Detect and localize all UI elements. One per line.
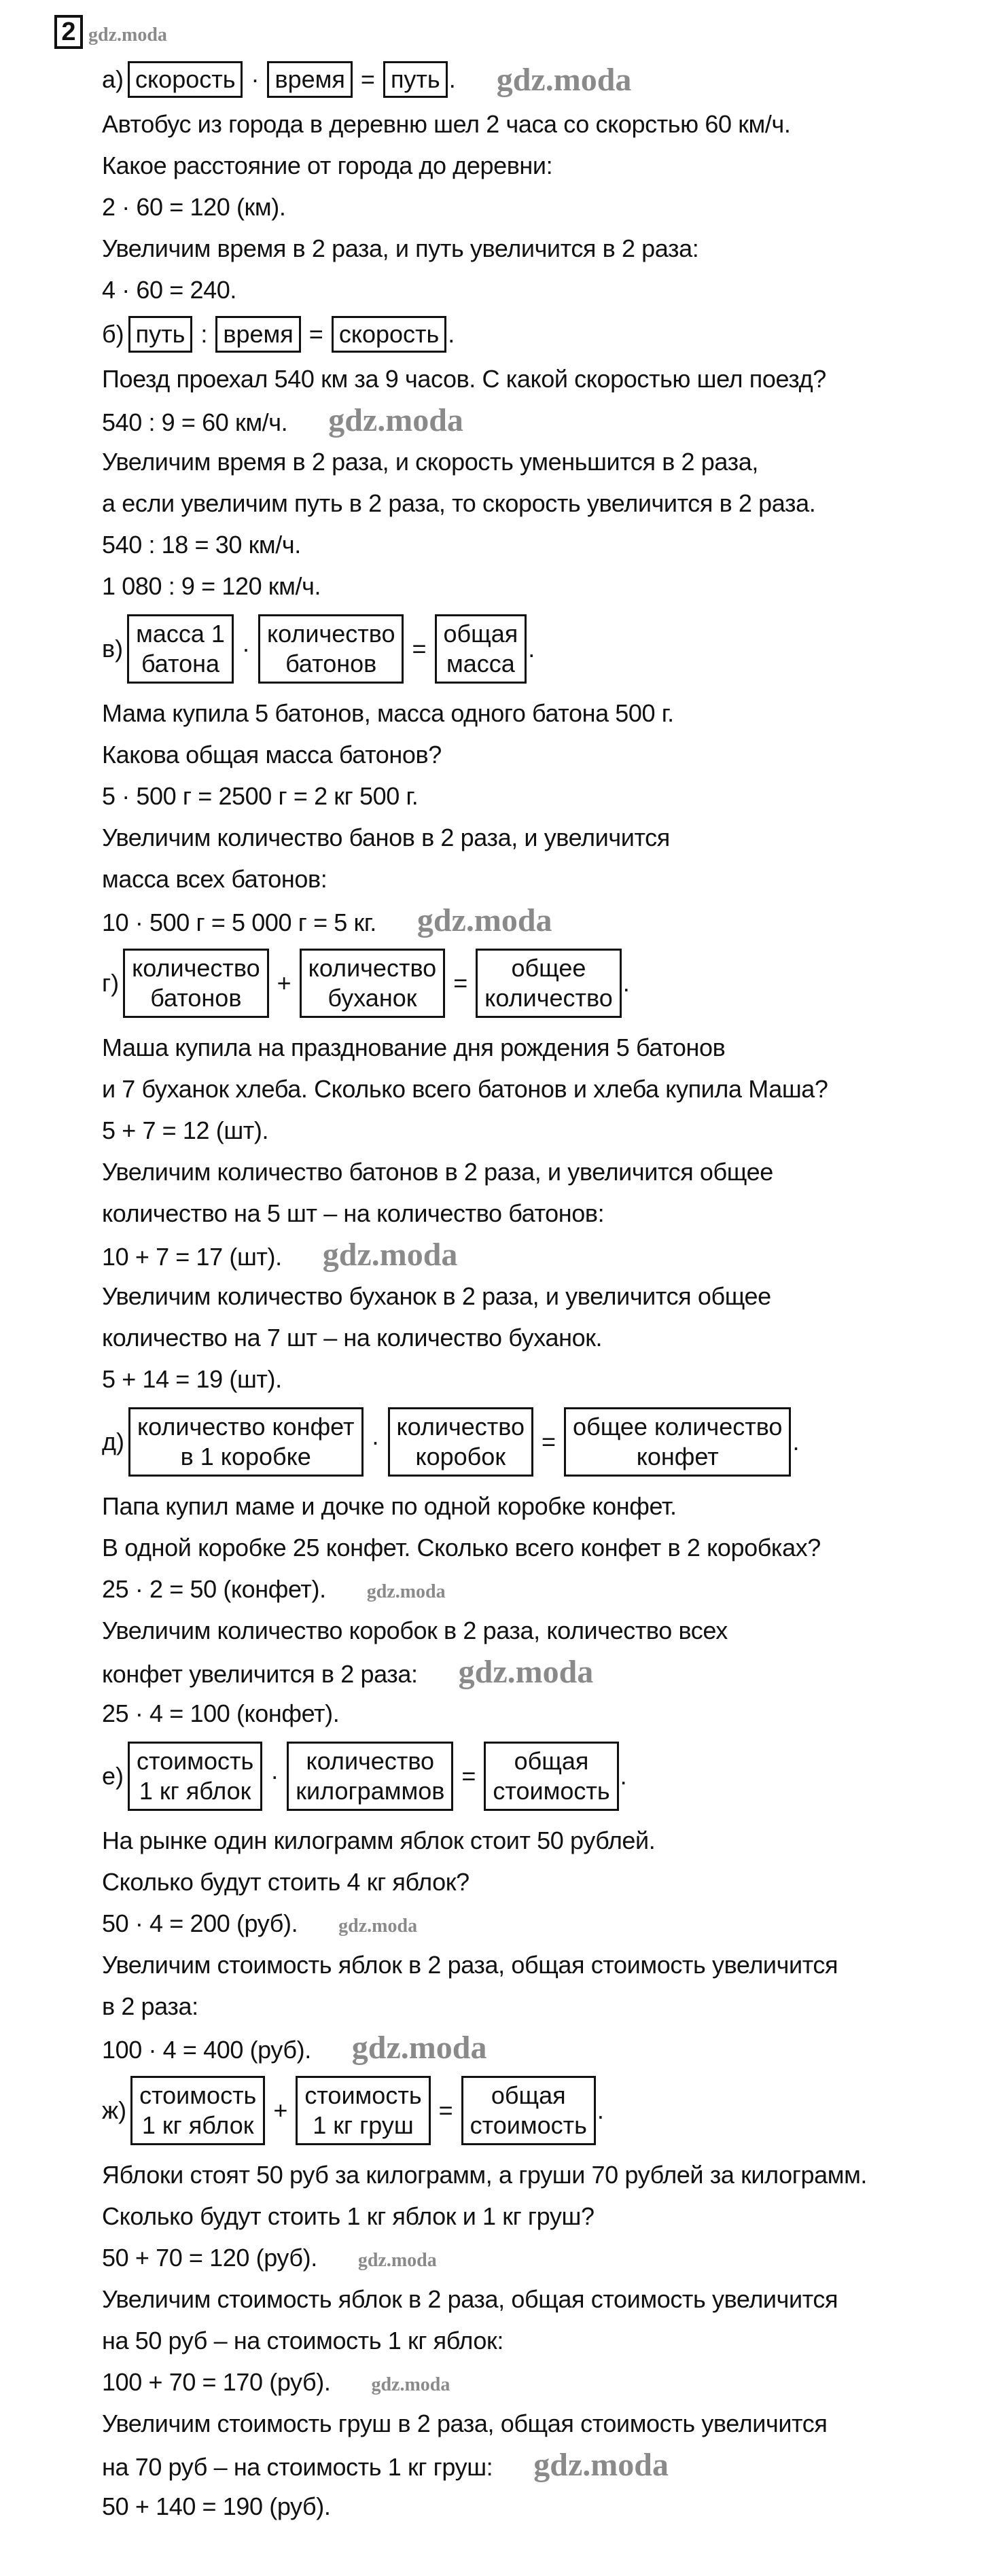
section-3 <box>102 945 972 1400</box>
text-line-content: Какова общая масса батонов? <box>102 741 442 769</box>
text-line-content: Увеличим время в 2 раза, и скорость уменьшится в 2 раза, <box>102 448 758 476</box>
formula-operator: + <box>277 969 291 997</box>
text-line <box>102 2027 972 2068</box>
text-line <box>102 565 972 607</box>
formula-label: е) <box>102 1762 124 1790</box>
text-line-content: 540 : 9 = 60 км/ч. <box>102 408 288 436</box>
section-1 <box>102 313 972 607</box>
text-line-content: Увеличим стоимость груш в 2 раза, общая стоимость увеличится <box>102 2410 828 2437</box>
text-line-content: 25 · 2 = 50 (конфет). <box>102 1575 326 1603</box>
text-line <box>102 145 972 186</box>
formula-row <box>102 2072 972 2149</box>
formula-box: стоимость 1 кг яблок <box>130 2076 265 2145</box>
formula-box: количество конфет в 1 коробке <box>128 1407 364 1477</box>
formula-box: общая стоимость <box>484 1742 618 1811</box>
text-line <box>102 482 972 524</box>
formula-end: . <box>622 969 630 997</box>
text-line-content: в 2 раза: <box>102 1992 198 2020</box>
formula-end: . <box>528 635 535 663</box>
watermark-logo: gdz.moda <box>88 24 167 46</box>
text-line-content: 5 · 500 г = 2500 г = 2 кг 500 г. <box>102 782 419 810</box>
text-line-content: 25 · 4 = 100 (конфет). <box>102 1699 340 1727</box>
text-line-content: 100 + 70 = 170 (руб). <box>102 2368 331 2396</box>
watermark-logo: gdz.moda <box>322 1237 458 1273</box>
formula-box: стоимость 1 кг яблок <box>128 1742 262 1811</box>
watermark-logo: gdz.moda <box>371 2374 450 2395</box>
text-line-content: 5 + 14 = 19 (шт). <box>102 1365 282 1393</box>
text-line <box>102 358 972 400</box>
text-line-content: 10 · 500 г = 5 000 г = 5 кг. <box>102 908 376 936</box>
formula-end: . <box>620 1762 627 1790</box>
formula-operator: · <box>371 1428 380 1455</box>
formula-row <box>102 1404 972 1480</box>
formula-operator: = <box>542 1428 556 1455</box>
text-line-content: на 50 руб – на стоимость 1 кг яблок: <box>102 2327 503 2354</box>
text-line-content: на 70 руб – на стоимость 1 кг груш: <box>102 2453 493 2481</box>
text-line-content: 50 + 140 = 190 (руб). <box>102 2492 331 2520</box>
watermark-logo: gdz.moda <box>533 2447 669 2483</box>
formula-box: путь <box>383 61 448 98</box>
formula-box: количество батонов <box>258 614 404 684</box>
formula-end: . <box>597 2096 604 2124</box>
text-line-content: Увеличим количество банов в 2 раза, и увеличится <box>102 824 670 851</box>
text-line <box>102 2237 972 2278</box>
formula-row <box>102 611 972 687</box>
formula-operator: = <box>412 635 427 663</box>
formula-row <box>102 58 972 101</box>
text-line <box>102 228 972 269</box>
text-line-content: количество на 5 шт – на количество батонов: <box>102 1199 605 1227</box>
formula-operator: = <box>308 320 323 348</box>
text-line-content: 5 + 7 = 12 (шт). <box>102 1116 269 1144</box>
text-line <box>102 2154 972 2195</box>
text-line <box>102 1110 972 1151</box>
text-line <box>102 858 972 900</box>
text-line-content: 540 : 18 = 30 км/ч. <box>102 531 301 559</box>
text-line-content: и 7 буханок хлеба. Сколько всего батонов и хлеба купила Маша? <box>102 1075 828 1103</box>
text-line <box>102 1861 972 1903</box>
formula-box: масса 1 батона <box>127 614 234 684</box>
text-line <box>102 1193 972 1234</box>
text-line <box>102 775 972 817</box>
text-line-content: Увеличим стоимость яблок в 2 раза, общая стоимость увеличится <box>102 1951 838 1979</box>
text-line-content: 1 080 : 9 = 120 км/ч. <box>102 572 321 600</box>
formula-box: путь <box>128 316 193 353</box>
formula-end: . <box>448 65 456 93</box>
text-line <box>102 524 972 565</box>
text-line-content: а если увеличим путь в 2 раза, то скорость увеличится в 2 раза. <box>102 489 816 517</box>
formula-label: ж) <box>102 2096 127 2124</box>
formula-box: общая стоимость <box>461 2076 596 2145</box>
text-line <box>102 1651 972 1693</box>
text-line-content: 4 · 60 = 240. <box>102 276 236 304</box>
text-line-content: 2 · 60 = 120 (км). <box>102 193 286 221</box>
text-line-content: Увеличим количество коробок в 2 раза, количество всех <box>102 1617 728 1644</box>
text-line <box>102 1358 972 1400</box>
text-line <box>102 900 972 941</box>
section-4 <box>102 1404 972 1734</box>
formula-box: количество буханок <box>300 949 446 1018</box>
watermark-logo: gdz.moda <box>351 2030 487 2066</box>
formula-box: общее количество <box>476 949 622 1018</box>
text-line-content: Увеличим количество батонов в 2 раза, и увеличится общее <box>102 1158 773 1186</box>
text-line <box>102 2486 972 2527</box>
text-line <box>102 692 972 734</box>
watermark-logo: gdz.moda <box>338 1916 418 1937</box>
section-2 <box>102 611 972 941</box>
text-line <box>102 441 972 482</box>
formula-row <box>102 313 972 355</box>
formula-box: количество килограммов <box>287 1742 453 1811</box>
text-line <box>102 1903 972 1944</box>
text-line <box>102 2195 972 2237</box>
text-line-content: Увеличим время в 2 раза, и путь увеличится в 2 раза: <box>102 234 699 262</box>
formula-row <box>102 1738 972 1814</box>
text-line <box>102 2403 972 2444</box>
text-line-content: В одной коробке 25 конфет. Сколько всего конфет в 2 коробках? <box>102 1534 821 1562</box>
formula-row <box>102 945 972 1021</box>
text-line <box>102 1986 972 2027</box>
watermark-logo: gdz.moda <box>357 2250 437 2271</box>
text-line <box>102 1234 972 1275</box>
text-line <box>102 1693 972 1734</box>
formula-operator: + <box>273 2096 288 2124</box>
text-line <box>102 1485 972 1527</box>
text-line-content: Поезд проехал 540 км за 9 часов. С какой скоростью шел поезд? <box>102 365 826 393</box>
text-line <box>102 1068 972 1110</box>
text-line-content: Сколько будут стоить 4 кг яблок? <box>102 1868 470 1896</box>
section-0 <box>102 58 972 311</box>
text-line <box>102 1027 972 1068</box>
text-line <box>102 103 972 145</box>
text-line-content: Папа купил маме и дочке по одной коробке конфет. <box>102 1492 677 1520</box>
formula-box: стоимость 1 кг груш <box>296 2076 430 2145</box>
section-5 <box>102 1738 972 2068</box>
text-line-content: Какое расстояние от города до деревни: <box>102 152 553 179</box>
formula-operator: = <box>438 2096 453 2124</box>
watermark-logo: gdz.moda <box>417 902 552 938</box>
formula-label: в) <box>102 635 124 663</box>
text-line-content: Сколько будут стоить 1 кг яблок и 1 кг груш? <box>102 2202 595 2230</box>
text-line <box>102 2444 972 2486</box>
text-line <box>102 1317 972 1358</box>
text-line-content: Мама купила 5 батонов, масса одного батона 500 г. <box>102 699 674 727</box>
text-line-content: конфет увеличится в 2 раза: <box>102 1660 418 1688</box>
task-number: 2 <box>54 15 83 49</box>
formula-label: д) <box>102 1428 124 1455</box>
text-line <box>102 186 972 228</box>
text-line <box>102 2361 972 2403</box>
formula-label: а) <box>102 65 124 93</box>
text-line-content: Увеличим стоимость яблок в 2 раза, общая стоимость увеличится <box>102 2285 838 2313</box>
solution-content <box>102 56 972 2527</box>
text-line <box>102 817 972 858</box>
text-line-content: 10 + 7 = 17 (шт). <box>102 1243 282 1271</box>
text-line-content: 50 + 70 = 120 (руб). <box>102 2244 317 2272</box>
text-line <box>102 1151 972 1193</box>
formula-operator: = <box>453 969 468 997</box>
text-line-content: 100 · 4 = 400 (руб). <box>102 2036 311 2064</box>
text-line-content: Автобус из города в деревню шел 2 часа со скорстью 60 км/ч. <box>102 110 791 138</box>
text-line <box>102 400 972 441</box>
formula-box: общая масса <box>435 614 527 684</box>
formula-operator: · <box>251 65 260 93</box>
formula-operator: · <box>241 635 250 663</box>
watermark-logo: gdz.moda <box>496 61 632 98</box>
text-line <box>102 1944 972 1986</box>
text-line-content: Яблоки стоят 50 руб за килограмм, а груши 70 рублей за килограмм. <box>102 2161 868 2189</box>
formula-label: б) <box>102 320 124 348</box>
formula-operator: = <box>461 1762 476 1790</box>
text-line-content: Маша купила на празднование дня рождения 5 батонов <box>102 1034 726 1061</box>
text-line-content: масса всех батонов: <box>102 865 327 893</box>
text-line-content: количество на 7 шт – на количество буханок. <box>102 1324 603 1352</box>
formula-box: время <box>215 316 300 353</box>
text-line <box>102 1275 972 1317</box>
watermark-logo: gdz.moda <box>328 402 463 438</box>
text-line <box>102 269 972 311</box>
text-line <box>102 1610 972 1651</box>
formula-box: общее количество конфет <box>564 1407 791 1477</box>
text-line <box>102 734 972 775</box>
formula-operator: · <box>270 1762 279 1790</box>
formula-operator: : <box>200 320 208 348</box>
formula-label: г) <box>102 969 120 997</box>
watermark-logo: gdz.moda <box>458 1654 594 1690</box>
text-line <box>102 1527 972 1568</box>
formula-box: количество коробок <box>388 1407 534 1477</box>
text-line-content: На рынке один килограмм яблок стоит 50 рублей. <box>102 1827 656 1854</box>
formula-end: . <box>448 320 455 348</box>
formula-box: время <box>267 61 352 98</box>
text-line <box>102 2320 972 2361</box>
text-line-content: Увеличим количество буханок в 2 раза, и увеличится общее <box>102 1282 771 1310</box>
formula-box: скорость <box>128 61 243 98</box>
text-line <box>102 1568 972 1610</box>
formula-box: количество батонов <box>123 949 269 1018</box>
formula-end: . <box>792 1428 800 1455</box>
section-6 <box>102 2072 972 2527</box>
text-line <box>102 2278 972 2320</box>
watermark-logo: gdz.moda <box>366 1581 446 1602</box>
formula-box: скорость <box>332 316 446 353</box>
formula-operator: = <box>360 65 375 93</box>
text-line-content: 50 · 4 = 200 (руб). <box>102 1909 298 1937</box>
text-line <box>102 1820 972 1861</box>
